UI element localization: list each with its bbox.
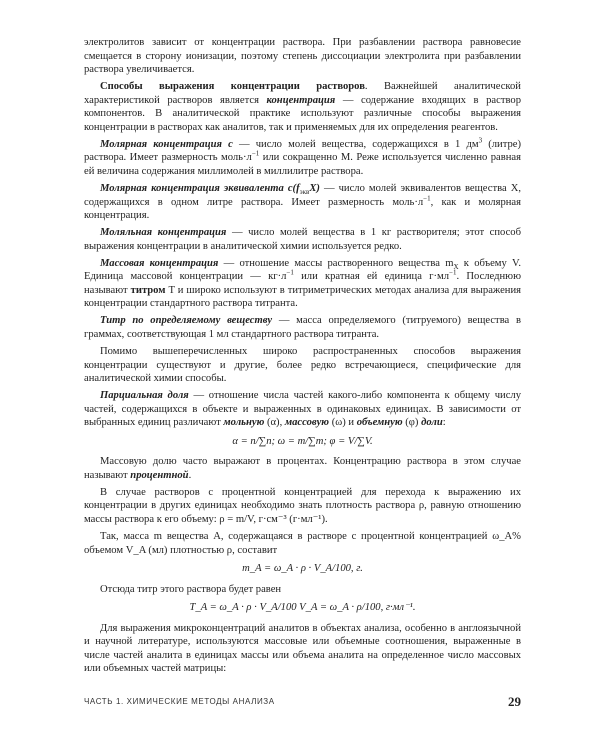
paragraph-percent: Массовую долю часто выражают в процентах. Концентрацию раствора в этом случае называют процентной. — [84, 456, 521, 481]
section-heading: Способы выражения концентрации растворов — [100, 81, 365, 93]
paragraph-partial-fraction: Парциальная доля — отношение числа частей какого-либо компонента к общему числу частей, содержащихся в объекте и выраженных в одинаковых единицах. В зависимости от выбранных единиц различают мольную (α), массовую (ω) и объемную (φ) доли: — [84, 390, 521, 429]
term-equivalent: Молярная концентрация эквивалента c(f — [100, 182, 300, 194]
paragraph-concentration-methods: Способы выражения концентрации растворов. Важнейшей аналитической характеристикой растворов является концентрация — содержание входящих в раствор компонентов. В аналитической практике используют различные способы выражения концентрации в растворах как аналитов, так и применяемых для их определения реагентов. — [84, 81, 521, 133]
paragraph-equivalent-concentration: Молярная концентрация эквивалента $c(f_{экв}X)$ — число молей эквивалентов вещества X, содержащихся в одном литре раствора. Имеет размерность $моль\cdot л^{-1}$, как и молярная концентрация. — [84, 182, 521, 222]
paragraph-molal-concentration: Моляльная концентрация — число молей вещества в 1 кг растворителя; этот способ выражения концентрации в аналитической химии используется редко. — [84, 227, 521, 252]
page-footer — [84, 694, 521, 712]
running-title: ЧАСТЬ 1. ХИМИЧЕСКИЕ МЕТОДЫ АНАЛИЗА — [84, 697, 275, 706]
term-partial: Парциальная доля — [100, 390, 189, 402]
paragraph-other-methods: Помимо вышеперечисленных широко распространенных способов выражения концентрации существуют и другие, более редко встречающиеся, специфические для аналитической химии способы. — [84, 345, 521, 385]
paragraph-molar-concentration: Молярная концентрация c — число молей вещества, содержащихся в 1 $дм^3$ (литре) раствора. Имеет размерность $моль\cdot л^{-1}$ или сокращенно М. Реже используется численно равная ей величина содержания миллимолей в миллилитре раствора. — [84, 136, 521, 177]
paragraph-density: В случае растворов с процентной концентрацией для перехода к выражению их концентрации в других единицах необходимо знать плотность раствора ρ, равную отношению массы раствора к его объему: ρ = m/V, г·см⁻³ (г·мл⁻¹). — [84, 486, 521, 525]
paragraph-titer-intro: Отсюда титр этого раствора будет равен — [100, 583, 282, 595]
formula-titer: T_A = ω_A · ρ · V_A/100 V_A = ω_A · ρ/100, г·мл⁻¹. — [189, 602, 416, 614]
paragraph-dissociation: электролитов зависит от концентрации раствора. При разбавлении раствора равновесие смещается в сторону ионизации, поэтому степень диссоциации электролита при разбавлении раствора увеличивается. — [84, 37, 521, 76]
paragraph-mass-concentration: Массовая концентрация — отношение массы растворенного вещества $m_X$ к объему V. Единица массовой концентрации — $кг\cdot л^{-1}$ или кратная ей единица $г\cdot мл^{-1}$. Последнюю называют титром T и широко используют в титриметрических методах анализа для выражения концентрации стандартного раствора титранта. — [84, 257, 522, 310]
term-molal: Моляльная концентрация — [100, 227, 227, 239]
term-mass: Массовая концентрация — [100, 257, 219, 269]
formula-mass: m_A = ω_A · ρ · V_A/100, г. — [242, 563, 363, 575]
paragraph-mass-calculation: Так, масса m вещества A, содержащаяся в растворе с процентной концентрацией ω_A% объемом V_A (мл) плотностью ρ, составит — [84, 531, 521, 556]
page-number: 29 — [508, 694, 521, 709]
term-concentration: концентрация — [266, 94, 336, 106]
term-percent: процентной — [130, 469, 189, 481]
paragraph-microconcentrations: Для выражения микроконцентраций аналитов в объектах анализа, особенно в англоязычной и научной литературе, используются массовые или объемные соотношения, выраженные в числе частей аналита в единицах массы или объема аналита на определенное число массовых или объемных частей матрицы: — [84, 622, 521, 675]
term-titer-analyte: Титр по определяемому веществу — [100, 315, 273, 327]
term-molar: Молярная концентрация c — [100, 138, 233, 150]
paragraph-titer-by-analyte: Титр по определяемому веществу — масса определяемого (титруемого) вещества в граммах, соответствующая 1 мл стандартного раствора титранта. — [84, 315, 521, 340]
formula-fractions: α = n/∑n; ω = m/∑m; φ = V/∑V. — [232, 435, 373, 447]
page-body — [84, 36, 521, 679]
term-titer: титром — [130, 284, 166, 296]
